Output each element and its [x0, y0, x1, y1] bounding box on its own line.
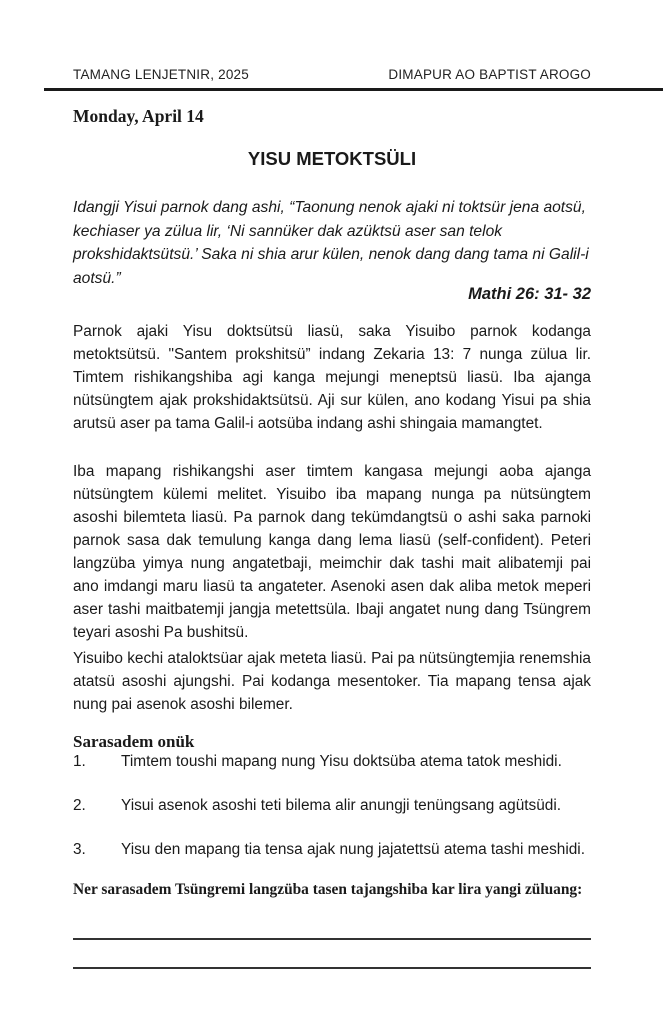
question-text: Timtem toushi mapang nung Yisu doktsüba atema tatok meshidi. [121, 753, 562, 770]
header-right: DIMAPUR AO BAPTIST AROGO [388, 67, 591, 82]
writing-line [73, 938, 591, 940]
devotion-date: Monday, April 14 [73, 106, 204, 126]
question-text: Yisui asenok asoshi teti bilema alir anungji tenüngsang agütsüdi. [121, 797, 562, 814]
question-number: 3. [73, 841, 86, 858]
questions-heading: Sarasadem onük [73, 732, 195, 751]
reflection-prompt: Ner sarasadem Tsüngremi langzüba tasen tajangshiba kar lira yangi züluang: [73, 881, 583, 898]
header-divider [44, 88, 663, 91]
scripture-verse: Idangji Yisui parnok dang ashi, “Taonung nenok ajaki ni toktsür jena aotsü, kechiaser ya zülua lir, ‘Ni sannüker dak azüktsü aser san telok prokshidaktsütsü.’ Saka ni shia arur külen, nenok dang dang tama ni Galil-i aotsü.” [73, 199, 589, 287]
question-number: 1. [73, 753, 86, 770]
page-title: YISU METOKTSÜLI [247, 148, 417, 169]
writing-line [73, 967, 591, 969]
question-item [73, 795, 591, 818]
body-paragraph-2: Iba mapang rishikangshi aser timtem kangasa mejungi aoba ajanga nütsüngtem külemi melitet. Yisuibo iba mapang nunga pa nütsüngtem asoshi bilemteta liasü. Pa parnok dang tekümdangtsü o ashi saka parnoki parnok sasa dak temulung kanga dang lema liasü (self-confident). Peteri langzüba yimya nung angatetbaji, meimchir dak tashi mait alibatemji pai ano imdangi maru liasü ta angateter. Asenoki asen dak aliba metok meperi aser tashi maitbatemji jangja metettsüla. Ibaji angatet nung dang Tsüngrem teyari asoshi Pa bushitsü. [73, 463, 591, 641]
body-paragraph-3: Yisuibo kechi ataloktsüar ajak meteta liasü. Pai pa nütsüngtemjia renemshia atatsü asoshi ajungshi. Pai kodanga mesentoker. Tia mapang tensa ajak nung pai asenok asoshi bilemer. [73, 650, 591, 713]
scripture-reference: Mathi 26: 31- 32 [468, 285, 591, 303]
running-header [73, 67, 591, 82]
question-number: 2. [73, 797, 86, 814]
question-item [73, 839, 591, 862]
header-left: TAMANG LENJETNIR, 2025 [73, 67, 249, 82]
question-item [73, 751, 591, 774]
body-paragraph-1: Parnok ajaki Yisu doktsütsü liasü, saka Yisuibo parnok kodanga metoktsütsü. "Santem prokshitsü” indang Zekaria 13: 7 nunga zülua lir. Timtem rishikangshiba agi kanga mejungi meneptsü liasü. Iba ajanga nütsüngtem ajak prokshidaktsütsü. Aji sur külen, ano kodang Yisui pa shia arutsü aser pa tama Galil-i aotsüba indang ashi shingaia mamangtet. [73, 323, 591, 432]
question-text: Yisu den mapang tia tensa ajak nung jajatettsü atema tashi meshidi. [121, 841, 585, 858]
